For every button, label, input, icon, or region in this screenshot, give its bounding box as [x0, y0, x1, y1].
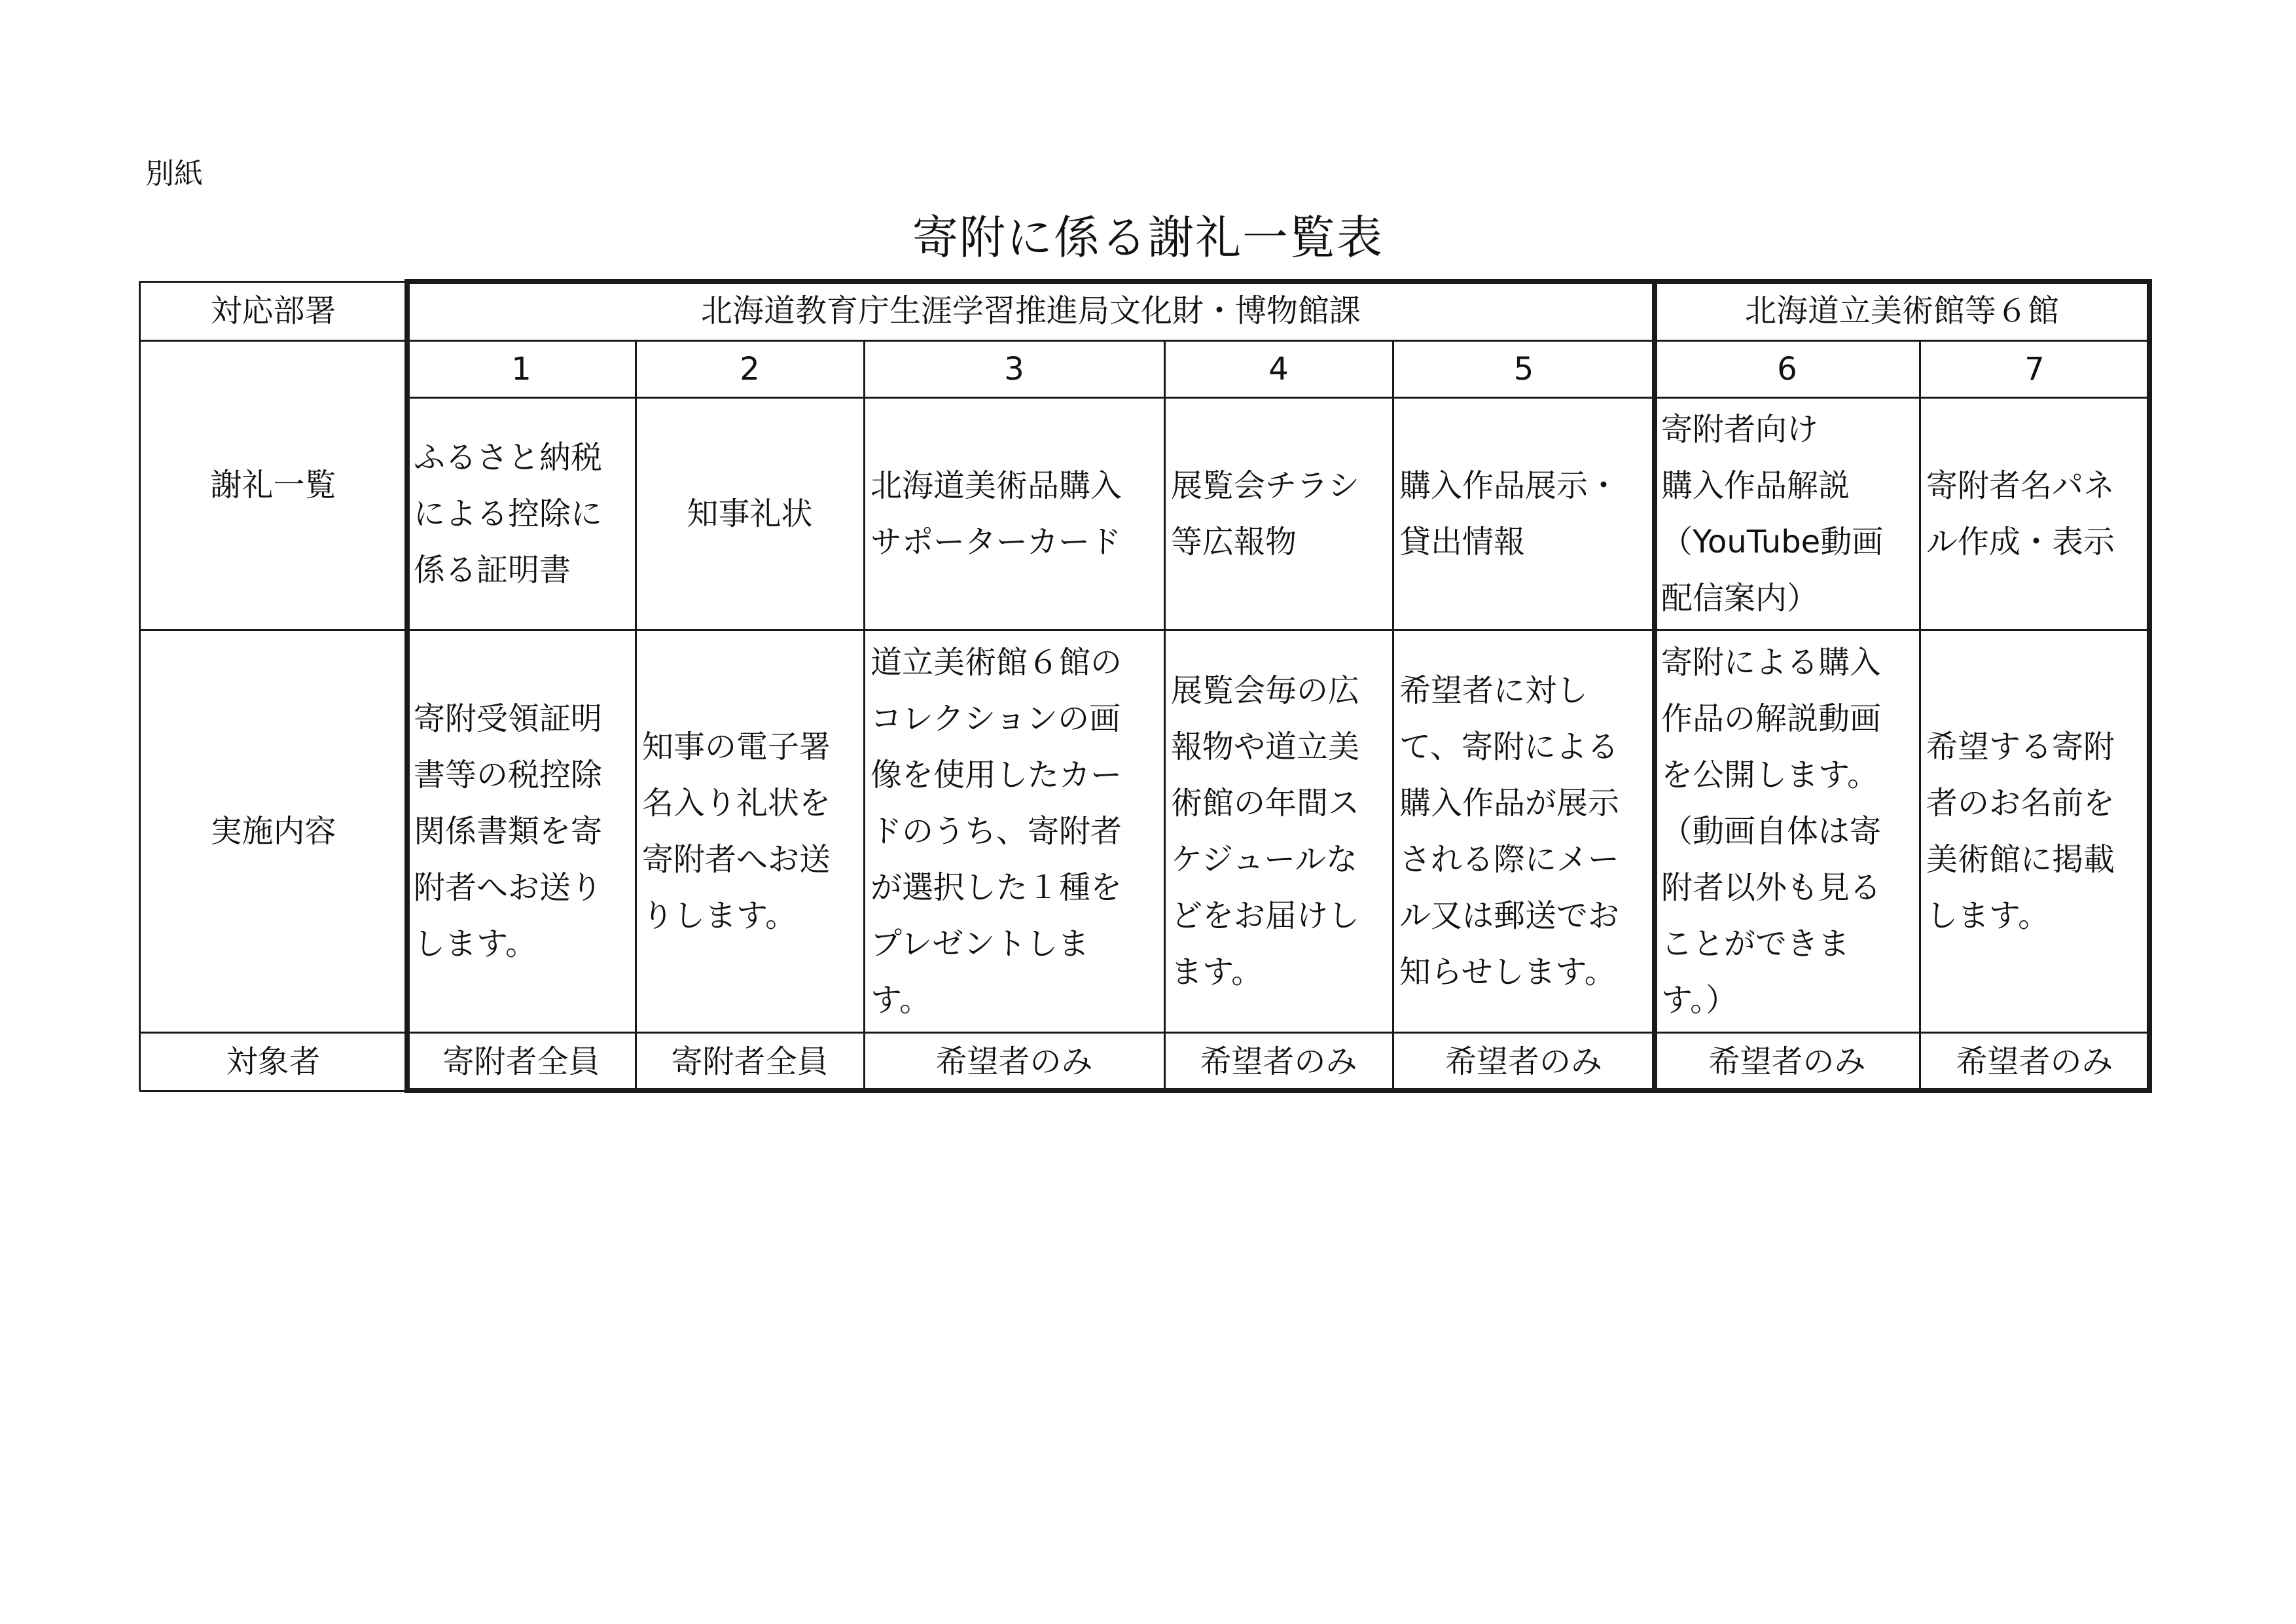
cell-line: （動画自体は寄: [1661, 812, 1882, 850]
table-rule: [1164, 340, 1166, 1091]
cell-text: 対応部署: [210, 293, 336, 329]
cell-line: ドのうち、寄附者: [870, 812, 1122, 850]
row-header: [139, 281, 407, 340]
column-number: [636, 340, 864, 397]
row-header: [139, 1032, 407, 1091]
row-header: [139, 340, 407, 630]
cell-line: 知事礼状: [687, 495, 813, 532]
target-cell: [407, 1032, 636, 1091]
cell-line: を公開します。: [1661, 756, 1879, 793]
cell-line: 者のお名前を: [1926, 784, 2115, 821]
page-title: 寄附に係る謝礼一覧表: [912, 211, 1384, 264]
cell-text: 3: [1004, 350, 1024, 388]
gift-cell: [636, 397, 864, 630]
cell-line: 作品の解説動画: [1661, 700, 1882, 737]
cell-line: ます。: [1171, 953, 1263, 990]
cell-line: 関係書類を寄: [414, 812, 603, 850]
table-rule: [863, 340, 865, 1091]
group-border: [404, 279, 1657, 284]
table-rule: [407, 340, 2149, 342]
table-rule: [1392, 340, 1394, 1091]
cell-text: 希望者のみ: [1200, 1043, 1357, 1080]
table-rule: [139, 281, 141, 1091]
cell-text: 7: [2024, 350, 2045, 388]
table-rule: [139, 281, 407, 283]
row-header: [139, 630, 407, 1032]
cell-line: 配信案内）: [1661, 579, 1819, 617]
group-border: [404, 279, 410, 1093]
table-rule: [407, 397, 2149, 399]
cell-line: す。: [870, 981, 931, 1019]
cell-line: 北海道美術品購入: [870, 467, 1122, 504]
target-cell: [864, 1032, 1164, 1091]
cell-line: 美術館に掲載: [1926, 840, 2115, 878]
content-cell: [636, 630, 864, 1032]
cell-line: 報物や道立美: [1171, 728, 1360, 765]
table-rule: [139, 1090, 407, 1092]
cell-line: による控除に: [414, 495, 603, 532]
table-rule: [635, 340, 637, 1091]
group-border: [404, 1088, 1657, 1093]
column-number: [407, 340, 636, 397]
content-cell: [864, 630, 1164, 1032]
cell-line: 知らせします。: [1399, 953, 1616, 990]
cell-line: ケジュールな: [1171, 840, 1358, 878]
cell-text: 希望者のみ: [1444, 1043, 1602, 1080]
column-number: [1393, 340, 1655, 397]
gift-cell: [864, 397, 1164, 630]
cell-line: 展覧会チラシ: [1171, 467, 1360, 504]
cell-text: 6: [1777, 350, 1797, 388]
cell-line: 名入り礼状を: [642, 784, 831, 821]
content-cell: [1393, 630, 1655, 1032]
cell-line: します。: [1926, 897, 2050, 934]
cell-text: 5: [1513, 350, 1534, 388]
target-cell: [1393, 1032, 1655, 1091]
table-rule: [139, 629, 407, 631]
cell-line: て、寄附による: [1399, 728, 1619, 765]
table-rule: [1919, 340, 1921, 1091]
gift-cell: [1920, 397, 2149, 630]
cell-line: 寄附による購入: [1661, 643, 1882, 681]
cell-line: ル作成・表示: [1926, 523, 2115, 560]
cell-text: 希望者のみ: [1708, 1043, 1866, 1080]
cell-line: 係る証明書: [414, 551, 571, 588]
cell-line: 希望する寄附: [1926, 728, 2115, 765]
cell-line: 附者へお送り: [414, 869, 603, 906]
cell-line: コレクションの画: [870, 700, 1121, 737]
cell-text: 希望者のみ: [935, 1043, 1093, 1080]
cell-line: サポーターカード: [870, 523, 1122, 560]
target-cell: [1164, 1032, 1393, 1091]
cell-line: プレゼントしま: [870, 925, 1090, 962]
cell-text: 北海道教育庁生涯学習推進局文化財・博物館課: [700, 293, 1361, 329]
cell-line: します。: [414, 925, 537, 962]
cell-line: ふるさと納税: [414, 439, 603, 476]
cell-line: 術館の年間ス: [1171, 784, 1360, 821]
content-cell: [1655, 630, 1920, 1032]
cell-text: 謝礼一覧: [210, 467, 336, 503]
cell-line: 購入作品展示・: [1399, 467, 1620, 504]
table-rule: [407, 1032, 2149, 1034]
cell-text: 1: [511, 350, 531, 388]
cell-line: 知事の電子署: [642, 728, 831, 765]
gift-cell: [1164, 397, 1393, 630]
cell-line: す。）: [1661, 981, 1738, 1019]
cell-text: 北海道立美術館等６館: [1744, 293, 2059, 329]
cell-line: 希望者に対し: [1399, 672, 1588, 709]
column-number: [1655, 340, 1920, 397]
gift-cell: [1655, 397, 1920, 630]
group-border: [1652, 279, 1657, 1093]
content-cell: [407, 630, 636, 1032]
cell-line: 道立美術館６館の: [870, 643, 1122, 681]
content-cell: [1164, 630, 1393, 1032]
attachment-label: 別紙: [145, 157, 203, 190]
column-number: [1920, 340, 2149, 397]
cell-text: 寄附者全員: [442, 1043, 600, 1080]
department-cell: [407, 281, 1655, 340]
table-rule: [139, 340, 407, 342]
cell-text: 4: [1268, 350, 1289, 388]
content-cell: [1920, 630, 2149, 1032]
group-border: [2147, 279, 2152, 1093]
department-cell: [1655, 281, 2149, 340]
cell-line: 貸出情報: [1399, 523, 1526, 560]
cell-text: 寄附者全員: [671, 1043, 829, 1080]
cell-line: ことができま: [1661, 925, 1850, 962]
cell-line: 展覧会毎の広: [1171, 672, 1360, 709]
cell-text: 実施内容: [210, 812, 336, 850]
table-rule: [407, 629, 2149, 631]
cell-line: される際にメー: [1399, 840, 1620, 878]
cell-line: が選択した１種を: [870, 869, 1122, 906]
cell-line: 等広報物: [1171, 523, 1297, 560]
cell-line: りします。: [642, 897, 797, 934]
cell-text: 希望者のみ: [1956, 1043, 2113, 1080]
target-cell: [1920, 1032, 2149, 1091]
cell-line: （YouTube動画: [1661, 523, 1884, 560]
group-border: [1652, 279, 2152, 284]
column-number: [1164, 340, 1393, 397]
column-number: [864, 340, 1164, 397]
cell-line: 附者以外も見る: [1661, 869, 1882, 906]
cell-line: 寄附受領証明: [414, 700, 603, 737]
cell-text: 2: [740, 350, 760, 388]
group-border: [1652, 1088, 2152, 1093]
cell-line: 購入作品解説: [1661, 467, 1850, 504]
gift-cell: [407, 397, 636, 630]
cell-line: 寄附者へお送: [642, 840, 831, 878]
cell-line: 書等の税控除: [414, 756, 603, 793]
cell-line: 寄附者向け: [1661, 410, 1819, 448]
table-rule: [139, 1032, 407, 1034]
cell-line: ル又は郵送でお: [1399, 897, 1620, 934]
cell-text: 対象者: [226, 1043, 321, 1080]
cell-line: 寄附者名パネ: [1926, 467, 2115, 504]
gift-cell: [1393, 397, 1655, 630]
cell-line: どをお届けし: [1171, 897, 1360, 934]
cell-line: 像を使用したカー: [870, 756, 1122, 793]
target-cell: [1655, 1032, 1920, 1091]
target-cell: [636, 1032, 864, 1091]
cell-line: 購入作品が展示: [1399, 784, 1620, 821]
